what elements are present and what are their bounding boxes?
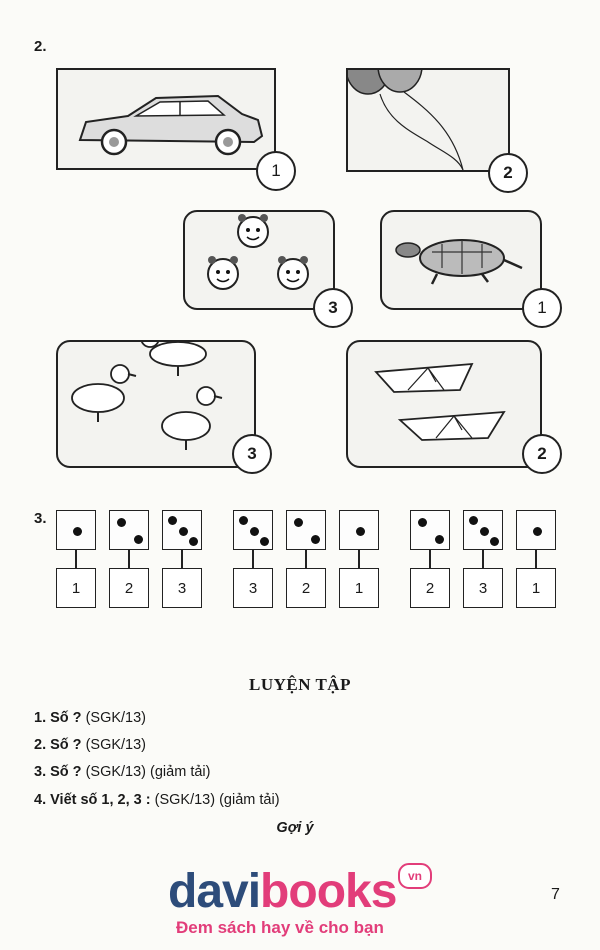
item-reference: (SGK/13) (giảm tải) bbox=[154, 792, 280, 808]
die-pip bbox=[134, 535, 143, 544]
die-face bbox=[233, 510, 273, 550]
ducks-illustration bbox=[58, 342, 254, 466]
item-number: 2. bbox=[34, 737, 47, 753]
paper-boats-illustration bbox=[348, 342, 540, 466]
logo-vn-badge: vn bbox=[398, 863, 432, 889]
answer-number-box: 3 bbox=[162, 568, 202, 608]
die-pip bbox=[168, 516, 177, 525]
die-pip bbox=[179, 527, 188, 536]
turtle-picture-frame bbox=[380, 210, 542, 310]
ducks-picture-frame bbox=[56, 340, 256, 468]
clocks-picture-frame bbox=[183, 210, 335, 310]
turtle-illustration bbox=[382, 212, 540, 308]
connector-line bbox=[535, 550, 537, 570]
connector-line bbox=[482, 550, 484, 570]
practice-title: LUYỆN TẬP bbox=[249, 675, 351, 694]
item-question: Viết số 1, 2, 3 : bbox=[50, 792, 151, 808]
ducks-answer-badge: 3 bbox=[232, 434, 272, 474]
die-face bbox=[56, 510, 96, 550]
die-pip bbox=[490, 537, 499, 546]
answer-number-box: 2 bbox=[286, 568, 326, 608]
practice-item-3 bbox=[34, 764, 210, 780]
answer-number-box: 3 bbox=[463, 568, 503, 608]
die-face bbox=[516, 510, 556, 550]
answer-number-box: 1 bbox=[339, 568, 379, 608]
answer-number-box: 1 bbox=[516, 568, 556, 608]
balloons-picture-frame bbox=[346, 68, 510, 172]
die-pip bbox=[418, 518, 427, 527]
alarm-clocks-illustration bbox=[185, 212, 333, 308]
item-reference: (SGK/13) bbox=[85, 737, 147, 753]
practice-item-1 bbox=[34, 710, 146, 726]
item-number: 1. bbox=[34, 710, 47, 726]
die-face bbox=[286, 510, 326, 550]
answer-number-box: 3 bbox=[233, 568, 273, 608]
car-answer-badge: 1 bbox=[256, 151, 296, 191]
boats-answer-badge: 2 bbox=[522, 434, 562, 474]
die-pip bbox=[311, 535, 320, 544]
die-face bbox=[463, 510, 503, 550]
die-pip bbox=[117, 518, 126, 527]
die-pip bbox=[73, 527, 82, 536]
die-face bbox=[410, 510, 450, 550]
answer-number-box: 1 bbox=[56, 568, 96, 608]
item-number: 3. bbox=[34, 764, 47, 780]
exercise-2-label: 2. bbox=[34, 38, 47, 55]
brand-slogan: Đem sách hay về cho bạn bbox=[176, 918, 384, 937]
connector-line bbox=[252, 550, 254, 570]
connector-line bbox=[181, 550, 183, 570]
item-question: Số ? bbox=[50, 710, 82, 726]
car-illustration bbox=[58, 70, 274, 168]
davibooks-logo bbox=[168, 865, 397, 918]
die-pip bbox=[356, 527, 365, 536]
turtle-answer-badge: 1 bbox=[522, 288, 562, 328]
hint-heading: Gợi ý bbox=[276, 820, 314, 836]
connector-line bbox=[358, 550, 360, 570]
item-question: Số ? bbox=[50, 737, 82, 753]
item-reference: (SGK/13) (giảm tải) bbox=[85, 764, 211, 780]
connector-line bbox=[75, 550, 77, 570]
boats-picture-frame bbox=[346, 340, 542, 468]
die-face bbox=[339, 510, 379, 550]
die-pip bbox=[294, 518, 303, 527]
die-face bbox=[162, 510, 202, 550]
connector-line bbox=[305, 550, 307, 570]
die-face bbox=[109, 510, 149, 550]
clocks-answer-badge: 3 bbox=[313, 288, 353, 328]
die-pip bbox=[480, 527, 489, 536]
die-pip bbox=[469, 516, 478, 525]
die-pip bbox=[260, 537, 269, 546]
logo-part-davi: davi bbox=[168, 865, 261, 918]
connector-line bbox=[128, 550, 130, 570]
die-pip bbox=[239, 516, 248, 525]
item-number: 4. bbox=[34, 792, 47, 808]
die-pip bbox=[435, 535, 444, 544]
die-pip bbox=[533, 527, 542, 536]
practice-item-4 bbox=[34, 792, 280, 808]
car-picture-frame bbox=[56, 68, 276, 170]
answer-number-box: 2 bbox=[109, 568, 149, 608]
exercise-3-label: 3. bbox=[34, 510, 47, 527]
balloons-illustration bbox=[348, 70, 508, 170]
practice-item-2 bbox=[34, 737, 146, 753]
item-question: Số ? bbox=[50, 764, 82, 780]
die-pip bbox=[189, 537, 198, 546]
balloons-answer-badge: 2 bbox=[488, 153, 528, 193]
answer-number-box: 2 bbox=[410, 568, 450, 608]
connector-line bbox=[429, 550, 431, 570]
logo-part-books: books bbox=[260, 865, 397, 918]
page-number: 7 bbox=[551, 886, 560, 903]
die-pip bbox=[250, 527, 259, 536]
item-reference: (SGK/13) bbox=[85, 710, 147, 726]
